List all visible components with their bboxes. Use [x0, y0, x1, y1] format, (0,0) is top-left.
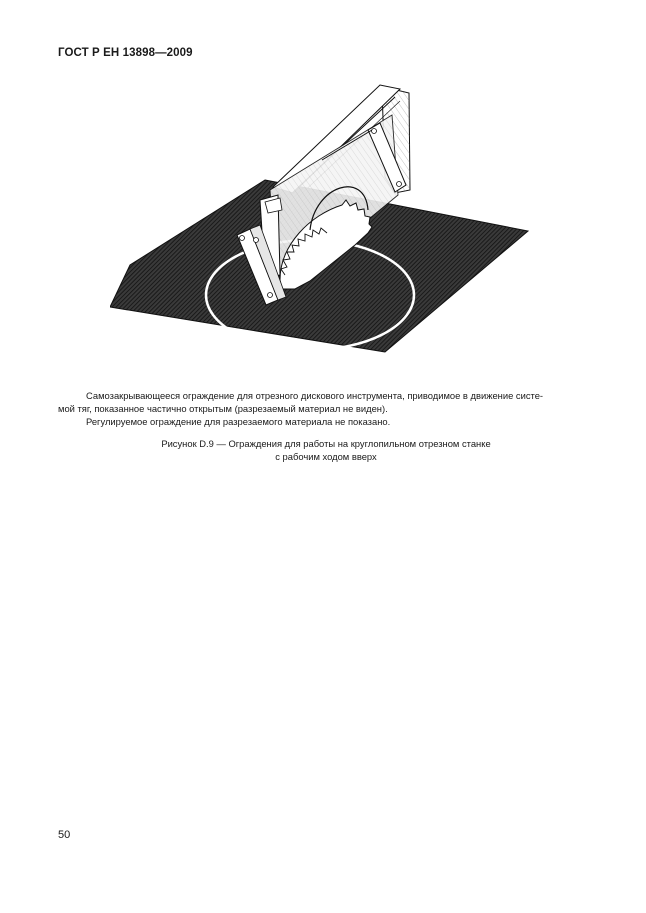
- caption-line-2: с рабочим ходом вверх: [275, 451, 377, 462]
- document-header: ГОСТ Р ЕН 13898—2009: [58, 47, 193, 59]
- saw-guard-illustration-icon: [110, 75, 530, 375]
- page-number: 50: [58, 829, 71, 841]
- figure-description: [58, 389, 594, 428]
- paragraph-1-line-2: мой тяг, показанное частично открытым (разрезаемый материал не виден).: [58, 403, 388, 414]
- paragraph-2: Регулируемое ограждение для разрезаемого материала не показано.: [86, 416, 391, 427]
- caption-line-1: Рисунок D.9 — Ограждения для работы на круглопильном отрезном станке: [161, 438, 491, 449]
- figure-caption: [58, 437, 594, 463]
- paragraph-1-line-1: Самозакрывающееся ограждение для отрезного дискового инструмента, приводимое в движение систе-: [86, 390, 544, 401]
